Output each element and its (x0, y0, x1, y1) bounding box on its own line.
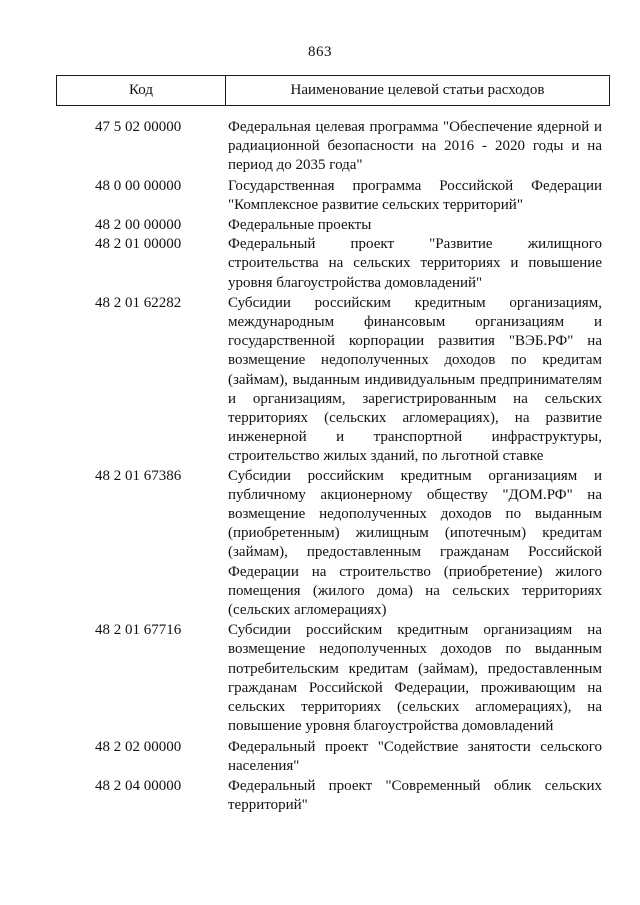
entry-code: 48 2 01 67716 (95, 622, 182, 639)
entry-code: 48 2 04 00000 (95, 777, 182, 794)
entry-code: 47 5 02 00000 (95, 119, 182, 135)
header-code: Код (57, 76, 226, 105)
entry-row (0, 294, 640, 467)
entry-name: Федеральный проект "Содействие занятости сельского населения" (228, 738, 602, 774)
entry-row (0, 777, 640, 815)
entry-name: Федеральный проект "Развитие жилищного строительства на сельских территориях и повышение уровня благоустройства домовладений" (228, 236, 602, 291)
entry-row (0, 621, 640, 736)
entry-code: 48 2 00 00000 (95, 217, 182, 234)
entry-name: Федеральные проекты (228, 217, 372, 234)
entry-code: 48 2 01 00000 (95, 236, 182, 253)
entry-name: Субсидии российским кредитным организациям и публичному акционерному обществу "ДОМ.РФ" на возмещение недополученных доходов по выданным (приобретенным) жилищным (ипотечным) кредитам (займам), предоставленным гражданам Российской Федерации на строительство (приобретение) жилого помещения (жилого дома) на сельских территориях (сельских агломерациях) (228, 467, 602, 619)
entry-row (0, 467, 640, 621)
table-header (56, 75, 610, 106)
entry-code: 48 2 02 00000 (95, 738, 182, 755)
entry-row (0, 118, 640, 176)
entry-row (0, 177, 640, 215)
entry-name: Субсидии российским кредитным организациям, международным финансовым организациям и государственной корпорации развития "ВЭБ.РФ" на возмещение недополученных доходов по кредитам (займам), выданным индивидуальным предпринимателям и организациям, зарегистрированным на сельских территориях (сельских агломерациях), на развитие инженерной и транспортной инфраструктуры, строительство жилых зданий, по льготной ставке (228, 294, 602, 465)
entry-code: 48 2 01 67386 (95, 467, 182, 484)
entry-code: 48 2 01 62282 (95, 294, 182, 311)
entry-row (0, 235, 640, 293)
page-number: 863 (308, 44, 332, 60)
entry-row (0, 216, 640, 235)
entry-name: Субсидии российским кредитным организациям на возмещение недополученных доходов по выданным потребительским кредитам (займам), предоставленным гражданам Российской Федерации, проживающим на сельских территориях (сельских агломерациях), на повышение уровня благоустройства домовладений (228, 622, 602, 735)
entries-list (0, 118, 640, 815)
entry-row (0, 738, 640, 776)
entry-name: Федеральный проект "Современный облик сельских территорий" (228, 777, 602, 814)
entry-name: Государственная программа Российской Федерации "Комплексное развитие сельских территорий" (228, 177, 602, 213)
entry-code: 48 0 00 00000 (95, 177, 182, 194)
entry-name: Федеральная целевая программа "Обеспечение ядерной и радиационной безопасности на 2016 - 2020 годы и на период до 2035 года" (228, 119, 602, 174)
header-name: Наименование целевой статьи расходов (290, 82, 545, 98)
